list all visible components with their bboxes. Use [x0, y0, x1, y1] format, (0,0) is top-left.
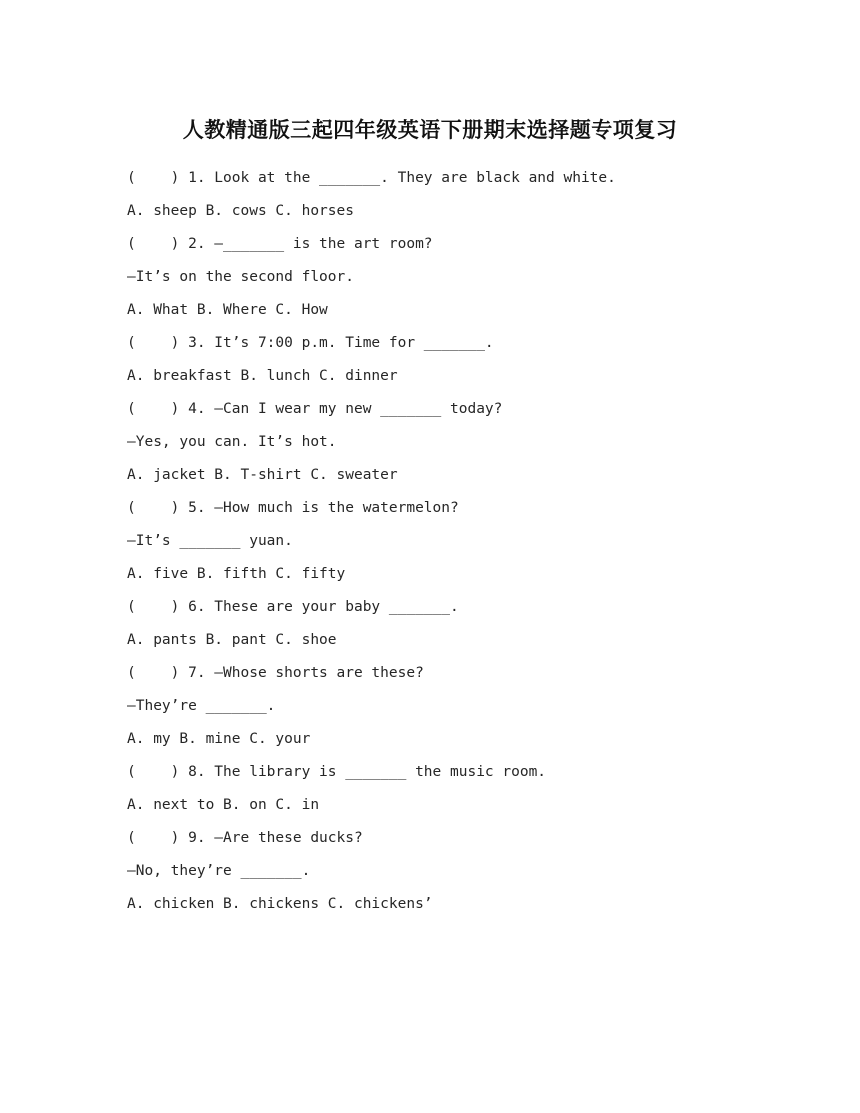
dialogue-reply: —It’s on the second floor.	[127, 269, 354, 285]
question-stem: ( ) 6. These are your baby _______.	[127, 599, 459, 615]
question-8	[127, 762, 767, 815]
question-stem: ( ) 3. It’s 7:00 p.m. Time for _______.	[127, 335, 494, 351]
question-9	[127, 828, 767, 914]
dialogue-reply: —They’re _______.	[127, 698, 276, 714]
question-list	[127, 168, 767, 927]
question-stem: ( ) 2. —_______ is the art room?	[127, 236, 433, 252]
answer-options: A. chicken B. chickens C. chickens’	[127, 896, 433, 912]
question-stem: ( ) 5. —How much is the watermelon?	[127, 500, 459, 516]
question-4	[127, 399, 767, 485]
dialogue-reply: —Yes, you can. It’s hot.	[127, 434, 337, 450]
question-1	[127, 168, 767, 221]
question-3	[127, 333, 767, 386]
answer-options: A. five B. fifth C. fifty	[127, 566, 346, 582]
answer-options: A. What B. Where C. How	[127, 302, 328, 318]
question-stem: ( ) 8. The library is _______ the music room.	[127, 764, 547, 780]
question-6	[127, 597, 767, 650]
question-7	[127, 663, 767, 749]
question-stem: ( ) 9. —Are these ducks?	[127, 830, 363, 846]
answer-options: A. next to B. on C. in	[127, 797, 320, 813]
answer-options: A. my B. mine C. your	[127, 731, 311, 747]
answer-options: A. pants B. pant C. shoe	[127, 632, 337, 648]
answer-options: A. breakfast B. lunch C. dinner	[127, 368, 398, 384]
question-2	[127, 234, 767, 320]
question-stem: ( ) 7. —Whose shorts are these?	[127, 665, 424, 681]
question-stem: ( ) 4. —Can I wear my new _______ today?	[127, 401, 503, 417]
question-5	[127, 498, 767, 584]
dialogue-reply: —It’s _______ yuan.	[127, 533, 293, 549]
answer-options: A. jacket B. T-shirt C. sweater	[127, 467, 398, 483]
answer-options: A. sheep B. cows C. horses	[127, 203, 354, 219]
dialogue-reply: —No, they’re _______.	[127, 863, 311, 879]
page-title: 人教精通版三起四年级英语下册期末选择题专项复习	[182, 117, 678, 142]
question-stem: ( ) 1. Look at the _______. They are black and white.	[127, 170, 616, 186]
